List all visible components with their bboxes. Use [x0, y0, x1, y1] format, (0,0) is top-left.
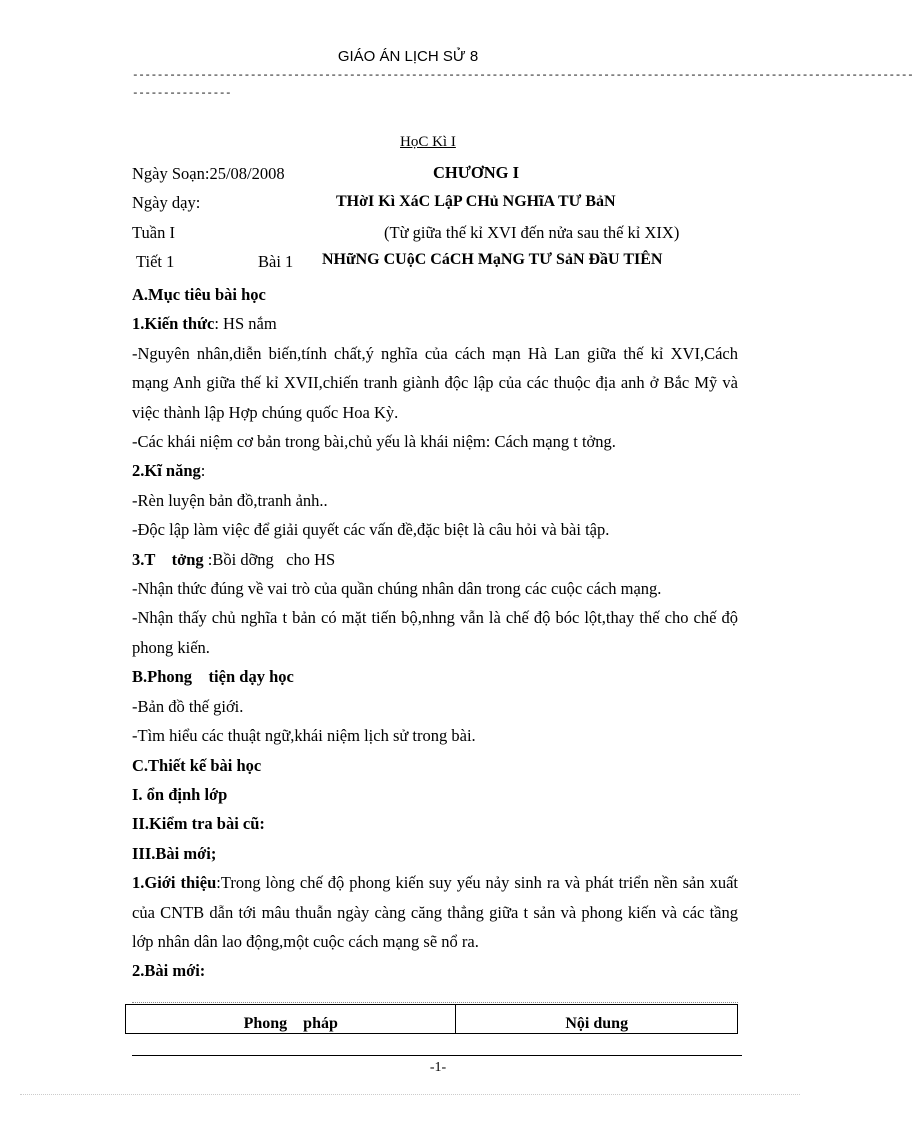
footer-rule [132, 1055, 742, 1056]
table-header-method [126, 1005, 456, 1034]
table-top-rule [132, 1002, 738, 1003]
skills-line [132, 456, 738, 485]
tuan: Tuần I [132, 223, 175, 242]
lesson-body [132, 280, 738, 986]
knowledge-text: : HS nắm [214, 314, 277, 334]
knowledge-paragraph-1: -Nguyên nhân,diễn biến,tính chất,ý nghĩa của cách mạn Hà Lan giữa thế kỉ XVI,Cách mạng Anh giữa thế kỉ XVII,chiến tranh giành độc lập của các thuộc địa anh ở Bắc Mỹ và việc thành lập Hợp chúng quốc Hoa Kỳ. [132, 343, 738, 422]
attitude-line [132, 545, 738, 574]
lesson-title: NHữNG CUộC CáCH MạNG TƯ SảN ĐầU TIÊN [322, 251, 663, 268]
bai: Bài 1 [258, 252, 294, 271]
intro-text: :Trong lòng chế độ phong kiến suy yếu nảy sinh ra và phát triển nền sản xuất của CNTB dẫn tới mâu thuẫn ngày càng căng thẳng giữa t sản và phong kiến và các tầng lớp nhân dân lao động,một cuộc cách mạng sẽ nổ ra. [132, 873, 738, 951]
intro-label: 1.Giới thiệu [132, 873, 217, 893]
attitude-paragraph-2: -Nhận thấy chủ nghĩa t bản có mặt tiến bộ,nhng vẫn là chế độ bóc lột,thay thế cho chế độ phong kiến. [132, 608, 738, 657]
chapter-title: THờI Kì XáC LậP CHủ NGHĩA TƯ BảN [336, 193, 616, 210]
attitude-text: :Bồi dỡng cho HS [203, 549, 336, 569]
materials-paragraph-1: -Bản đồ thế giới. [132, 696, 244, 716]
knowledge-label: 1.Kiến thức [132, 314, 215, 334]
table-header-method-label: Phong pháp [243, 1015, 338, 1032]
intro-paragraph [132, 868, 738, 956]
page-edge-rule [20, 1094, 800, 1095]
ngay-soan: Ngày Soạn:25/08/2008 [132, 164, 285, 183]
skills-paragraph-2: -Độc lập làm việc để giải quyết các vấn đề,đặc biệt là câu hỏi và bài tập. [132, 520, 610, 540]
new-lesson-heading: 2.Bài mới: [132, 961, 206, 981]
section-b-heading: B.Phong tiện dạy học [132, 667, 294, 687]
section-a-heading: A.Mục tiêu bài học [132, 285, 266, 304]
period-range: (Từ giữa thế kỉ XVI đến nửa sau thế kỉ XIX) [384, 223, 680, 242]
step-2-heading: II.Kiểm tra bài cũ: [132, 814, 265, 834]
table-header-row [126, 1005, 738, 1034]
tiet: Tiết 1 [136, 252, 175, 271]
attitude-paragraph-1: -Nhận thức đúng về vai trò của quần chúng nhân dân trong các cuộc cách mạng. [132, 579, 662, 599]
knowledge-line [132, 309, 738, 338]
table-header-content-label: Nội dung [565, 1015, 629, 1032]
ngay-day: Ngày dạy: [132, 193, 201, 212]
knowledge-paragraph-2: -Các khái niệm cơ bản trong bài,chủ yếu là khái niệm: Cách mạng t tởng. [132, 432, 616, 452]
step-3-heading: III.Bài mới; [132, 843, 217, 863]
materials-paragraph-2: -Tìm hiểu các thuật ngữ,khái niệm lịch sử trong bài. [132, 726, 476, 746]
header-dash-line-2: ---------------- [132, 88, 232, 100]
attitude-label: 3.T tởng [132, 549, 204, 569]
skills-label: 2.Kĩ năng [132, 461, 201, 481]
page-number: -1- [429, 1060, 447, 1075]
semester-label: HọC Kì I [400, 134, 456, 150]
lesson-table [125, 1004, 738, 1034]
header-dash-line-1: ------------------------------------------------------------------------------------------------------------------------------ [132, 70, 913, 82]
step-1-heading: I. ổn định lớp [132, 784, 228, 804]
page-header-title: GIÁO ÁN LỊCH SỬ 8 [337, 48, 479, 65]
table-header-content [456, 1005, 738, 1034]
section-c-heading: C.Thiết kế bài học [132, 755, 262, 775]
skills-text: : [200, 461, 206, 481]
chapter-label: CHƯƠNG I [433, 163, 520, 182]
skills-paragraph-1: -Rèn luyện bản đồ,tranh ảnh.. [132, 490, 328, 510]
